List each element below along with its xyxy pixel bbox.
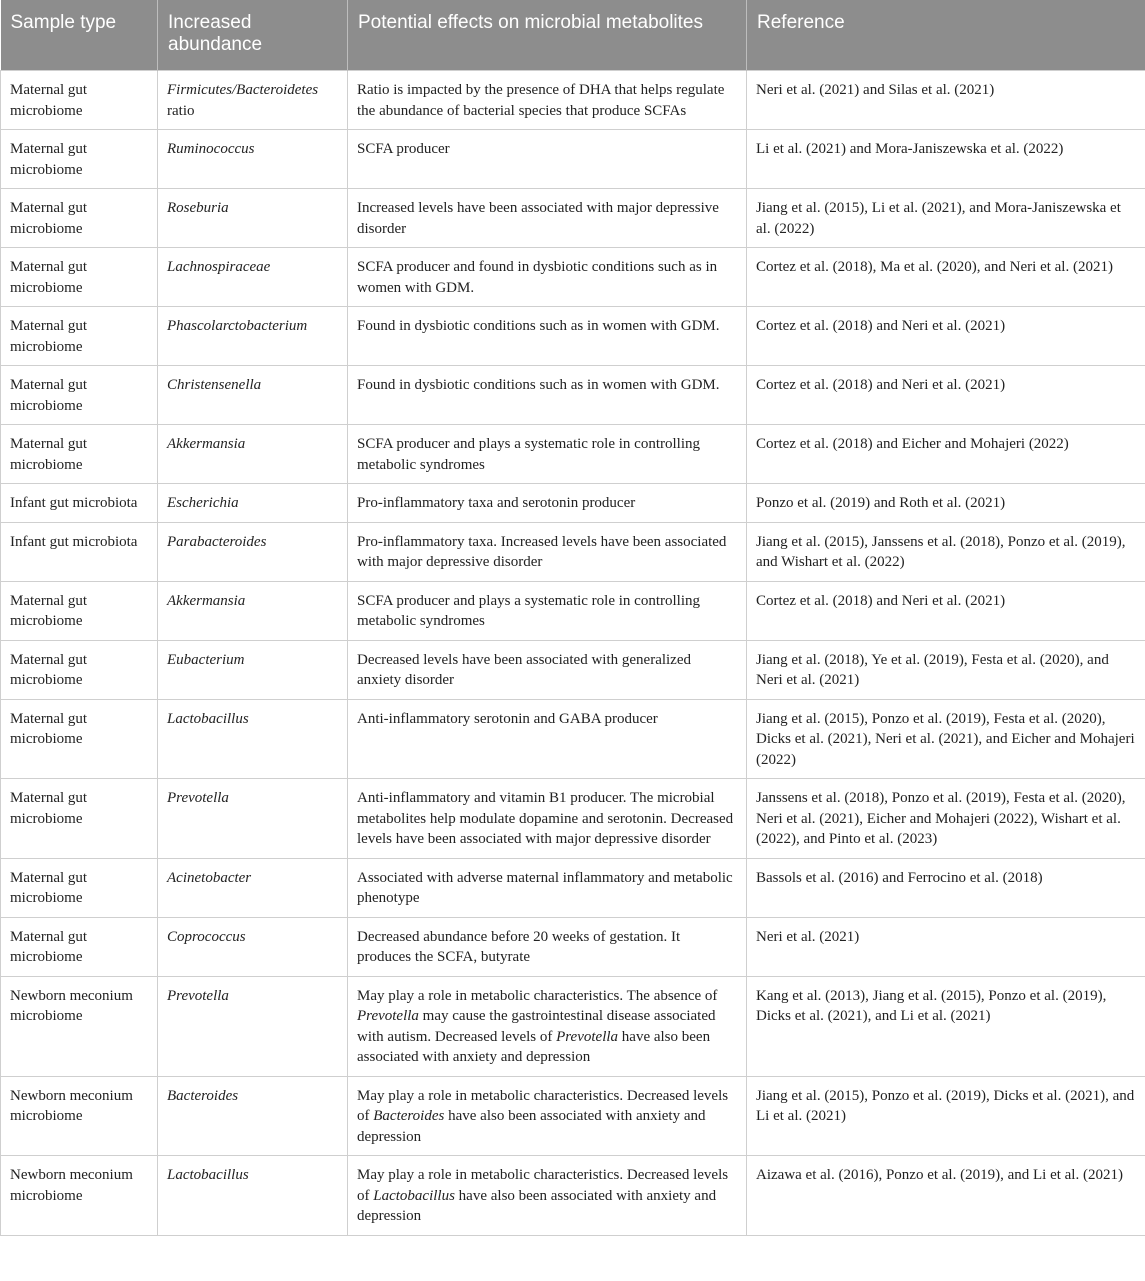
cell-sample-type: Newborn meconium microbiome (1, 1156, 158, 1236)
cell-sample-type: Maternal gut microbiome (1, 699, 158, 779)
cell-potential-effects (348, 366, 747, 425)
cell-potential-effects (348, 189, 747, 248)
cell-reference: Kang et al. (2013), Jiang et al. (2015), Ponzo et al. (2019), Dicks et al. (2021), and Li et al. (2021) (747, 976, 1145, 1076)
cell-increased-abundance (158, 699, 348, 779)
table-row (1, 1076, 1145, 1156)
taxon-name: Prevotella (167, 987, 229, 1004)
cell-sample-type: Infant gut microbiota (1, 484, 158, 523)
taxon-name: Lactobacillus (167, 710, 249, 727)
effect-text: Anti-inflammatory and vitamin B1 producer. The microbial metabolites help modulate dopamine and serotonin. Decreased levels have been associated with major depressive disorder (357, 790, 734, 847)
table-row (1, 366, 1145, 425)
effect-text: SCFA producer (357, 141, 450, 157)
cell-increased-abundance (158, 858, 348, 917)
table-row (1, 699, 1145, 779)
taxon-name: Akkermansia (167, 436, 246, 452)
table-row (1, 640, 1145, 699)
taxon-name: Coprococcus (167, 928, 246, 945)
cell-sample-type: Newborn meconium microbiome (1, 976, 158, 1076)
table-row (1, 858, 1145, 917)
header-reference: Reference (747, 0, 1145, 71)
table-row (1, 307, 1145, 366)
header-sample-type: Sample type (1, 0, 158, 71)
cell-potential-effects (348, 640, 747, 699)
cell-reference: Janssens et al. (2018), Ponzo et al. (2019), Festa et al. (2020), Neri et al. (2021), Eicher and Mohajeri (2022), Wishart et al. (2022), and Pinto et al. (2023) (747, 779, 1145, 859)
cell-reference: Jiang et al. (2015), Ponzo et al. (2019), Dicks et al. (2021), and Li et al. (2021) (747, 1076, 1145, 1156)
cell-reference: Aizawa et al. (2016), Ponzo et al. (2019), and Li et al. (2021) (747, 1156, 1145, 1236)
taxon-name: Parabacteroides (167, 533, 267, 550)
effect-text: Decreased levels have been associated with generalized anxiety disorder (357, 651, 691, 688)
cell-increased-abundance (158, 917, 348, 976)
effect-taxon-name: Lactobacillus (373, 1187, 455, 1204)
cell-increased-abundance (158, 71, 348, 130)
table-row (1, 71, 1145, 130)
taxon-suffix: ratio (167, 102, 195, 119)
table-body (1, 71, 1145, 1236)
effect-text: May play a role in metabolic characteristics. The absence of (357, 987, 718, 1004)
cell-sample-type: Maternal gut microbiome (1, 71, 158, 130)
effect-text: Ratio is impacted by the presence of DHA that helps regulate the abundance of bacterial species that produce SCFAs (357, 82, 725, 119)
cell-potential-effects (348, 71, 747, 130)
cell-sample-type: Maternal gut microbiome (1, 248, 158, 307)
taxon-name: Lachnospiraceae (167, 259, 271, 275)
cell-potential-effects (348, 1076, 747, 1156)
table-row (1, 248, 1145, 307)
cell-potential-effects (348, 248, 747, 307)
table-row (1, 581, 1145, 640)
cell-potential-effects (348, 779, 747, 859)
cell-reference: Jiang et al. (2015), Li et al. (2021), and Mora-Janiszewska et al. (2022) (747, 189, 1145, 248)
cell-reference: Cortez et al. (2018), Ma et al. (2020), and Neri et al. (2021) (747, 248, 1145, 307)
effect-text: have also been associated with anxiety and depression (357, 1108, 706, 1145)
cell-potential-effects (348, 1156, 747, 1236)
cell-sample-type: Infant gut microbiota (1, 522, 158, 581)
cell-potential-effects (348, 858, 747, 917)
table-row (1, 130, 1145, 189)
taxon-name: Bacteroides (167, 1087, 239, 1104)
cell-sample-type: Maternal gut microbiome (1, 640, 158, 699)
cell-sample-type: Newborn meconium microbiome (1, 1076, 158, 1156)
taxon-name: Firmicutes/Bacteroidetes (167, 82, 319, 98)
effect-text: Increased levels have been associated with major depressive disorder (357, 200, 719, 237)
taxon-name: Christensenella (167, 377, 262, 393)
cell-sample-type: Maternal gut microbiome (1, 425, 158, 484)
table-row (1, 189, 1145, 248)
cell-reference: Cortez et al. (2018) and Neri et al. (2021) (747, 581, 1145, 640)
cell-sample-type: Maternal gut microbiome (1, 858, 158, 917)
table-row (1, 779, 1145, 859)
cell-increased-abundance (158, 366, 348, 425)
cell-sample-type: Maternal gut microbiome (1, 581, 158, 640)
taxon-name: Eubacterium (167, 651, 245, 668)
cell-potential-effects (348, 581, 747, 640)
effect-taxon-name: Prevotella (556, 1028, 619, 1045)
cell-increased-abundance (158, 976, 348, 1076)
cell-increased-abundance (158, 248, 348, 307)
effect-text: may cause the gastrointestinal disease associated with autism. Decreased levels of (357, 1008, 716, 1045)
cell-sample-type: Maternal gut microbiome (1, 917, 158, 976)
effect-text: SCFA producer and found in dysbiotic conditions such as in women with GDM. (357, 259, 718, 296)
cell-sample-type: Maternal gut microbiome (1, 189, 158, 248)
taxon-name: Akkermansia (167, 592, 246, 609)
cell-increased-abundance (158, 640, 348, 699)
cell-increased-abundance (158, 779, 348, 859)
cell-potential-effects (348, 699, 747, 779)
table-row (1, 522, 1145, 581)
table-row (1, 484, 1145, 523)
cell-increased-abundance (158, 130, 348, 189)
table-row (1, 917, 1145, 976)
cell-increased-abundance (158, 581, 348, 640)
effect-text: May play a role in metabolic characteristics. Decreased levels of (357, 1087, 729, 1124)
cell-reference: Jiang et al. (2015), Ponzo et al. (2019), Festa et al. (2020), Dicks et al. (2021), Neri et al. (2021), and Eicher and Mohajeri (2022) (747, 699, 1145, 779)
cell-reference: Neri et al. (2021) (747, 917, 1145, 976)
cell-sample-type: Maternal gut microbiome (1, 307, 158, 366)
table-row (1, 425, 1145, 484)
cell-potential-effects (348, 976, 747, 1076)
cell-reference: Cortez et al. (2018) and Neri et al. (2021) (747, 366, 1145, 425)
cell-reference: Neri et al. (2021) and Silas et al. (2021) (747, 71, 1145, 130)
cell-potential-effects (348, 917, 747, 976)
cell-increased-abundance (158, 484, 348, 523)
cell-reference: Ponzo et al. (2019) and Roth et al. (2021) (747, 484, 1145, 523)
table-row (1, 1156, 1145, 1236)
taxon-name: Phascolarctobacterium (167, 318, 308, 334)
cell-potential-effects (348, 425, 747, 484)
taxon-name: Prevotella (167, 790, 229, 806)
effect-text: have also been associated with anxiety and depression (357, 1028, 711, 1065)
effect-text: May play a role in metabolic characteristics. Decreased levels of (357, 1167, 729, 1204)
cell-sample-type: Maternal gut microbiome (1, 779, 158, 859)
effect-text: Anti-inflammatory serotonin and GABA producer (357, 710, 658, 727)
taxon-name: Roseburia (167, 200, 229, 216)
effect-taxon-name: Prevotella (357, 1008, 419, 1024)
cell-increased-abundance (158, 1156, 348, 1236)
effect-taxon-name: Bacteroides (373, 1108, 445, 1124)
taxon-name: Lactobacillus (167, 1167, 249, 1183)
effect-text: Pro-inflammatory taxa and serotonin producer (357, 495, 636, 511)
effect-text: have also been associated with anxiety and depression (357, 1187, 717, 1224)
cell-potential-effects (348, 130, 747, 189)
cell-increased-abundance (158, 1076, 348, 1156)
header-row (1, 0, 1145, 71)
taxon-name: Ruminococcus (167, 141, 255, 157)
effect-text: Found in dysbiotic conditions such as in women with GDM. (357, 377, 720, 393)
table-header (1, 0, 1145, 71)
cell-potential-effects (348, 522, 747, 581)
cell-potential-effects (348, 307, 747, 366)
cell-increased-abundance (158, 425, 348, 484)
cell-reference: Cortez et al. (2018) and Neri et al. (2021) (747, 307, 1145, 366)
effect-text: SCFA producer and plays a systematic role in controlling metabolic syndromes (357, 592, 700, 629)
cell-reference: Li et al. (2021) and Mora-Janiszewska et al. (2022) (747, 130, 1145, 189)
cell-reference: Jiang et al. (2018), Ye et al. (2019), Festa et al. (2020), and Neri et al. (2021) (747, 640, 1145, 699)
cell-sample-type: Maternal gut microbiome (1, 366, 158, 425)
header-increased-abundance: Increased abundance (158, 0, 348, 71)
cell-potential-effects (348, 484, 747, 523)
cell-increased-abundance (158, 522, 348, 581)
cell-reference: Cortez et al. (2018) and Eicher and Mohajeri (2022) (747, 425, 1145, 484)
cell-reference: Bassols et al. (2016) and Ferrocino et al. (2018) (747, 858, 1145, 917)
effect-text: SCFA producer and plays a systematic role in controlling metabolic syndromes (357, 436, 700, 473)
table-row (1, 976, 1145, 1076)
cell-reference: Jiang et al. (2015), Janssens et al. (2018), Ponzo et al. (2019), and Wishart et al. (2022) (747, 522, 1145, 581)
taxon-name: Escherichia (167, 495, 239, 511)
cell-increased-abundance (158, 189, 348, 248)
header-potential-effects: Potential effects on microbial metabolites (348, 0, 747, 71)
taxon-name: Acinetobacter (167, 869, 252, 886)
cell-increased-abundance (158, 307, 348, 366)
effect-text: Pro-inflammatory taxa. Increased levels have been associated with major depressive disorder (357, 533, 727, 570)
cell-sample-type: Maternal gut microbiome (1, 130, 158, 189)
effect-text: Decreased abundance before 20 weeks of gestation. It produces the SCFA, butyrate (357, 928, 681, 965)
effect-text: Found in dysbiotic conditions such as in women with GDM. (357, 318, 720, 334)
effect-text: Associated with adverse maternal inflammatory and metabolic phenotype (357, 869, 733, 906)
